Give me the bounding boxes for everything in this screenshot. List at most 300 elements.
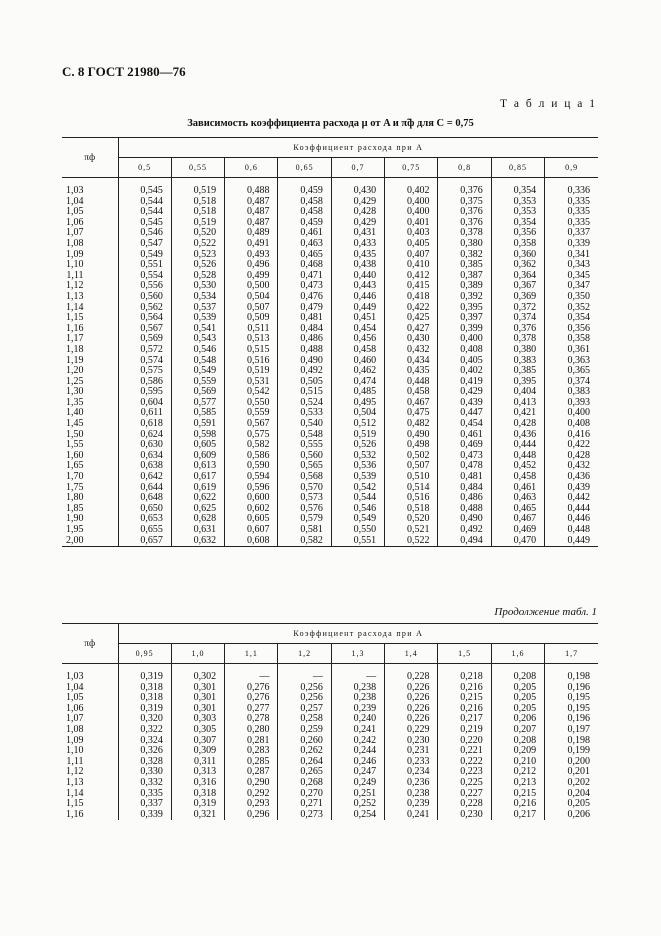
table-cell: 0,421	[491, 408, 544, 419]
column-header: 0,5	[118, 158, 171, 178]
table-cell: 0,605	[171, 440, 224, 451]
row-label: 1,04	[62, 197, 118, 208]
table-cell: 0,582	[225, 440, 278, 451]
row-label: 1,05	[62, 207, 118, 218]
table-cell: 0,492	[438, 525, 491, 536]
table-cell: 0,393	[567, 396, 590, 408]
table-cell: 0,378	[438, 228, 491, 239]
table-cell: 0,215	[438, 693, 491, 704]
row-label: 1,85	[62, 504, 118, 515]
table-cell: 0,489	[225, 228, 278, 239]
table-cell: 0,290	[225, 778, 278, 789]
table-cell: 0,395	[438, 303, 491, 314]
table-cell: 0,446	[567, 513, 590, 525]
table-cell: 0,533	[278, 408, 331, 419]
table-cell: 0,490	[438, 514, 491, 525]
table-cell: 0,532	[331, 451, 384, 462]
table-row	[62, 186, 598, 197]
table-cell: 0,376	[438, 218, 491, 229]
table-cell: 0,259	[278, 725, 331, 736]
table-cell: 0,318	[118, 683, 171, 694]
table-cell: 0,550	[331, 525, 384, 536]
table-cell: 0,246	[331, 757, 384, 768]
table-cell: 0,223	[438, 767, 491, 778]
table-cell: 0,228	[438, 799, 491, 810]
table-cell: 0,519	[171, 186, 224, 197]
table-cell: 0,648	[118, 493, 171, 504]
table-cell: 0,262	[278, 746, 331, 757]
table-cell: 0,358	[567, 333, 590, 345]
table-cell: 0,505	[278, 377, 331, 388]
table-cell: 0,567	[118, 324, 171, 335]
table-cell: 0,360	[491, 250, 544, 261]
table-cell: 0,581	[278, 525, 331, 536]
column-header: 0,8	[438, 158, 491, 178]
table-cell: 0,579	[278, 514, 331, 525]
table-cell: 0,422	[567, 439, 590, 451]
row-label: 1,55	[62, 440, 118, 451]
table-cell: 0,624	[118, 430, 171, 441]
table-cell: 0,504	[331, 408, 384, 419]
table-cell: 0,353	[491, 197, 544, 208]
table-cell: 0,473	[278, 281, 331, 292]
table-cell: 0,217	[491, 810, 544, 821]
table-cell: 0,539	[171, 313, 224, 324]
table-cell: 0,522	[385, 536, 438, 547]
table-cell: 0,631	[171, 525, 224, 536]
table-cell: 0,254	[331, 810, 384, 821]
table-cell: 0,407	[385, 250, 438, 261]
table-cell: 0,551	[331, 536, 384, 547]
table-cell: 0,292	[225, 789, 278, 800]
row-label: 1,04	[62, 683, 118, 694]
table-cell: 0,412	[385, 271, 438, 282]
table-cell: 0,337	[567, 227, 590, 239]
table-cell: 0,548	[171, 356, 224, 367]
table-cell: 0,321	[171, 810, 224, 821]
table-cell: 0,500	[225, 281, 278, 292]
table-cell: 0,195	[567, 692, 590, 704]
table-cell: 0,488	[278, 345, 331, 356]
table-cell: 0,655	[118, 525, 171, 536]
table-cell: 0,545	[118, 186, 171, 197]
table-cell: 0,459	[278, 186, 331, 197]
table-cell: 0,622	[171, 493, 224, 504]
table-cell: 0,226	[385, 704, 438, 715]
table-cell: 0,216	[438, 683, 491, 694]
table-cell: 0,428	[567, 449, 590, 461]
row-label: 1,10	[62, 746, 118, 757]
table-cell: 0,440	[331, 271, 384, 282]
table-cell: 0,554	[118, 271, 171, 282]
row-label: 1,13	[62, 292, 118, 303]
table-cell: 0,400	[567, 407, 590, 419]
table-cell: 0,230	[385, 736, 438, 747]
table-cell: 0,521	[385, 525, 438, 536]
table-cell: 0,454	[438, 419, 491, 430]
table-cell: 0,518	[171, 207, 224, 218]
table-cell: 0,238	[385, 789, 438, 800]
table-cell: 0,490	[278, 356, 331, 367]
table-cell: 0,570	[278, 483, 331, 494]
table-cell: 0,642	[118, 472, 171, 483]
table-cell: 0,392	[438, 292, 491, 303]
table-cell: 0,461	[438, 430, 491, 441]
table-cell: 0,376	[438, 207, 491, 218]
table-cell: 0,544	[118, 197, 171, 208]
table-cell: 0,236	[385, 778, 438, 789]
table-cell: 0,434	[385, 356, 438, 367]
row-label: 1,14	[62, 303, 118, 314]
table-cell: 0,432	[567, 460, 590, 472]
table-cell: 0,283	[225, 746, 278, 757]
table-cell: 0,488	[438, 504, 491, 515]
table-cell: 0,205	[491, 683, 544, 694]
table-cell: 0,509	[225, 313, 278, 324]
table-row	[62, 525, 598, 536]
table-cell: 0,229	[385, 725, 438, 736]
table-cell: 0,280	[225, 725, 278, 736]
table-cell: 0,270	[278, 789, 331, 800]
table-cell: 0,336	[567, 185, 590, 196]
table-cell: 0,302	[171, 672, 224, 683]
table-cell: 0,528	[171, 271, 224, 282]
table-cell: 0,473	[438, 451, 491, 462]
table-cell: 0,577	[171, 398, 224, 409]
table-cell: 0,536	[331, 461, 384, 472]
table-cell: 0,419	[438, 377, 491, 388]
table-cell: 0,410	[385, 260, 438, 271]
row-label: 1,50	[62, 430, 118, 441]
table-cell: 0,504	[225, 292, 278, 303]
table-cell: 0,400	[438, 334, 491, 345]
row-label: 1,45	[62, 419, 118, 430]
table-row	[62, 345, 598, 356]
table-cell: 0,380	[438, 239, 491, 250]
table-cell: 0,438	[331, 260, 384, 271]
table-cell: 0,543	[171, 334, 224, 345]
table-cell: 0,226	[385, 693, 438, 704]
row-label: 1,25	[62, 377, 118, 388]
table-cell: 0,319	[171, 799, 224, 810]
table-cell: 0,531	[225, 377, 278, 388]
table-cell: 0,518	[385, 504, 438, 515]
table-cell: 0,273	[278, 810, 331, 821]
table-cell: 0,435	[385, 366, 438, 377]
table-cell: 0,378	[491, 334, 544, 345]
table-cell: 0,520	[385, 514, 438, 525]
row-label: 1,13	[62, 778, 118, 789]
table-cell: 0,374	[567, 375, 590, 387]
table-cell: 0,356	[491, 228, 544, 239]
table-cell: 0,474	[331, 377, 384, 388]
table-cell: 0,559	[225, 408, 278, 419]
table-cell: 0,609	[171, 451, 224, 462]
table-cell: 0,575	[225, 430, 278, 441]
table-cell: 0,256	[278, 683, 331, 694]
table-cell: 0,494	[438, 536, 491, 547]
table-cell: 0,486	[438, 493, 491, 504]
table-cell: 0,549	[331, 514, 384, 525]
table-cell: 0,490	[385, 430, 438, 441]
table-cell: 0,216	[438, 704, 491, 715]
table-cell: 0,319	[118, 704, 171, 715]
table-cell: 0,413	[491, 398, 544, 409]
row-label: 1,03	[62, 672, 118, 683]
table-cell: 0,385	[491, 366, 544, 377]
table-cell: 0,591	[171, 419, 224, 430]
column-header: 1,6	[491, 644, 544, 664]
table-cell: 0,611	[118, 408, 171, 419]
row-label: 1,09	[62, 736, 118, 747]
table-cell: 0,238	[331, 683, 384, 694]
table-cell: 0,196	[567, 713, 590, 725]
table-cell: 0,431	[331, 228, 384, 239]
table-cell: 0,256	[278, 693, 331, 704]
table-cell: 0,402	[438, 366, 491, 377]
table-cell: 0,222	[438, 757, 491, 768]
table-cell: 0,364	[491, 271, 544, 282]
table-cell: 0,212	[491, 767, 544, 778]
table-cell: 0,555	[278, 440, 331, 451]
table-row	[62, 292, 598, 303]
table-cell: 0,353	[491, 207, 544, 218]
row-label: 1,06	[62, 704, 118, 715]
table-cell: 0,335	[567, 216, 590, 228]
table-cell: 0,320	[118, 714, 171, 725]
row-label: 1,70	[62, 472, 118, 483]
row-label: 1,17	[62, 334, 118, 345]
table-cell: 0,231	[385, 746, 438, 757]
table-cell: 0,405	[385, 239, 438, 250]
table-cell: 0,258	[278, 714, 331, 725]
table-cell: 0,354	[491, 186, 544, 197]
table-cell: 0,328	[118, 757, 171, 768]
table-cell: 0,452	[491, 461, 544, 472]
table-cell: 0,218	[438, 672, 491, 683]
table-cell: 0,516	[225, 356, 278, 367]
column-header: 0,85	[491, 158, 544, 178]
table-cell: 0,463	[278, 239, 331, 250]
table-cell: 0,582	[278, 536, 331, 547]
table-cell: 0,230	[438, 810, 491, 821]
column-header: 0,95	[118, 644, 171, 664]
table-cell: 0,356	[567, 322, 590, 334]
table-cell: 0,542	[331, 483, 384, 494]
table-cell: 0,217	[438, 714, 491, 725]
table-cell: 0,244	[331, 746, 384, 757]
table-cell: 0,524	[278, 398, 331, 409]
table-row	[62, 810, 598, 821]
table-cell: 0,399	[438, 324, 491, 335]
table-cell: 0,408	[438, 345, 491, 356]
table-cell: 0,205	[567, 798, 590, 810]
column-header: 1,2	[278, 644, 331, 664]
table-cell: 0,461	[491, 483, 544, 494]
table-cell: 0,347	[567, 280, 590, 292]
table-cell: 0,207	[491, 725, 544, 736]
table-cell: 0,586	[225, 451, 278, 462]
table-cell: 0,372	[491, 303, 544, 314]
row-label: 1,11	[62, 757, 118, 768]
table-cell: 0,600	[225, 493, 278, 504]
table-cell: 0,369	[491, 292, 544, 303]
table-cell: 0,332	[118, 778, 171, 789]
table-cell: 0,617	[171, 472, 224, 483]
table-cell: 0,208	[491, 672, 544, 683]
table-cell: 0,465	[491, 504, 544, 515]
table-cell: 0,526	[331, 440, 384, 451]
table-cell: 0,324	[118, 736, 171, 747]
table-cell: 0,221	[438, 746, 491, 757]
table-cell: 0,590	[225, 461, 278, 472]
table-cell: 0,389	[438, 281, 491, 292]
table-cell: 0,432	[385, 345, 438, 356]
table-cell: 0,507	[385, 461, 438, 472]
table-cell: 0,428	[491, 419, 544, 430]
table-cell: 0,301	[171, 693, 224, 704]
table-cell: 0,625	[171, 504, 224, 515]
table-cell: 0,513	[225, 334, 278, 345]
table-cell: 0,427	[385, 324, 438, 335]
table-cell: 0,596	[225, 483, 278, 494]
table-cell: 0,520	[171, 228, 224, 239]
row-label: 1,09	[62, 250, 118, 261]
table-cell: 0,550	[225, 398, 278, 409]
table-cell: 0,499	[225, 271, 278, 282]
table-cell: 0,429	[331, 197, 384, 208]
table-cell: 0,416	[567, 428, 590, 440]
table-cell: 0,576	[278, 504, 331, 515]
table-cell: 0,605	[225, 514, 278, 525]
table-cell: 0,484	[438, 483, 491, 494]
row-label: 1,95	[62, 525, 118, 536]
table-cell: 0,510	[385, 472, 438, 483]
table-cell: 0,650	[118, 504, 171, 515]
table-cell: 0,448	[385, 377, 438, 388]
table-cell: 0,630	[118, 440, 171, 451]
table-cell: 0,354	[567, 312, 590, 324]
table-cell: 0,354	[491, 218, 544, 229]
table-cell: 0,216	[491, 799, 544, 810]
table-cell: 0,400	[385, 197, 438, 208]
table-cell: 0,433	[331, 239, 384, 250]
table-row	[62, 725, 598, 736]
table-cell: 0,219	[438, 725, 491, 736]
table-cell: 0,220	[438, 736, 491, 747]
table-cell: 0,313	[171, 767, 224, 778]
table-cell: 0,375	[438, 197, 491, 208]
table-cell: 0,512	[331, 419, 384, 430]
row-label: 1,16	[62, 324, 118, 335]
row-label: 1,12	[62, 281, 118, 292]
column-header: 1,1	[225, 644, 278, 664]
table-cell: 0,385	[438, 260, 491, 271]
column-header: 0,9	[545, 158, 598, 178]
table-cell: 0,439	[567, 481, 590, 493]
table-cell: 0,476	[278, 292, 331, 303]
table-cell: 0,560	[118, 292, 171, 303]
table-cell: 0,465	[278, 250, 331, 261]
table-cell: 0,569	[118, 334, 171, 345]
table-cell: 0,337	[118, 799, 171, 810]
table-cell: 0,442	[567, 492, 590, 504]
table-cell: 0,470	[491, 536, 544, 547]
table-cell: 0,562	[118, 303, 171, 314]
table-cell: 0,492	[278, 366, 331, 377]
column-header: 1,4	[385, 644, 438, 664]
table-cell: 0,516	[385, 493, 438, 504]
table-cell: 0,208	[491, 736, 544, 747]
table-cell: 0,233	[385, 757, 438, 768]
table-cell: 0,458	[331, 345, 384, 356]
table-cell: 0,549	[171, 366, 224, 377]
table-cell: 0,382	[438, 250, 491, 261]
table-cell: 0,352	[567, 301, 590, 313]
row-label: 1,16	[62, 810, 118, 821]
table-cell: 0,448	[491, 451, 544, 462]
table-cell: 0,429	[438, 387, 491, 398]
table-cell: 0,241	[331, 725, 384, 736]
table-cell: 0,559	[171, 377, 224, 388]
table-cell: 0,634	[118, 451, 171, 462]
table-cell: 0,326	[118, 746, 171, 757]
table-cell: 0,565	[278, 461, 331, 472]
table-cell: 0,468	[278, 260, 331, 271]
table-cell: 0,484	[278, 324, 331, 335]
table-cell: 0,422	[385, 303, 438, 314]
table-cell: 0,539	[331, 472, 384, 483]
row-label: 1,15	[62, 313, 118, 324]
table-cell: 0,367	[491, 281, 544, 292]
table-cell: 0,608	[225, 536, 278, 547]
group-header: Коэффициент расхода при A	[118, 138, 598, 158]
table-cell: 0,408	[567, 418, 590, 430]
table-cell: 0,318	[118, 693, 171, 704]
column-header: 0,7	[331, 158, 384, 178]
table-cell: 0,459	[278, 218, 331, 229]
table-cell: 0,429	[331, 218, 384, 229]
table-cell: 0,458	[278, 207, 331, 218]
row-label: 1,07	[62, 228, 118, 239]
row-label: 2,00	[62, 536, 118, 547]
table-row	[62, 536, 598, 547]
table-cell: 0,644	[118, 483, 171, 494]
table-cell: 0,560	[278, 451, 331, 462]
table-label: Т а б л и ц а 1	[499, 98, 597, 110]
row-label: 1,75	[62, 483, 118, 494]
table-cell: 0,475	[385, 408, 438, 419]
table-cell: 0,481	[438, 472, 491, 483]
table-cell: 0,546	[331, 504, 384, 515]
table-cell: 0,493	[225, 250, 278, 261]
table-cell: 0,226	[385, 714, 438, 725]
table-cell: 0,430	[331, 186, 384, 197]
table-cell: 0,604	[118, 398, 171, 409]
table-cell: 0,227	[438, 789, 491, 800]
table-cell: 0,526	[171, 260, 224, 271]
table-cell: 0,495	[331, 398, 384, 409]
table-cell: 0,199	[567, 745, 590, 757]
row-label: 1,14	[62, 789, 118, 800]
table-cell: 0,523	[171, 250, 224, 261]
table-cell: 0,238	[331, 693, 384, 704]
table-cell: 0,522	[171, 239, 224, 250]
table-cell: 0,197	[567, 723, 590, 735]
table-title: Зависимость коэффициента расхода μ от A и π̃ф для C = 0,75	[187, 118, 474, 129]
column-header: 0,75	[385, 158, 438, 178]
table-cell: 0,487	[225, 207, 278, 218]
